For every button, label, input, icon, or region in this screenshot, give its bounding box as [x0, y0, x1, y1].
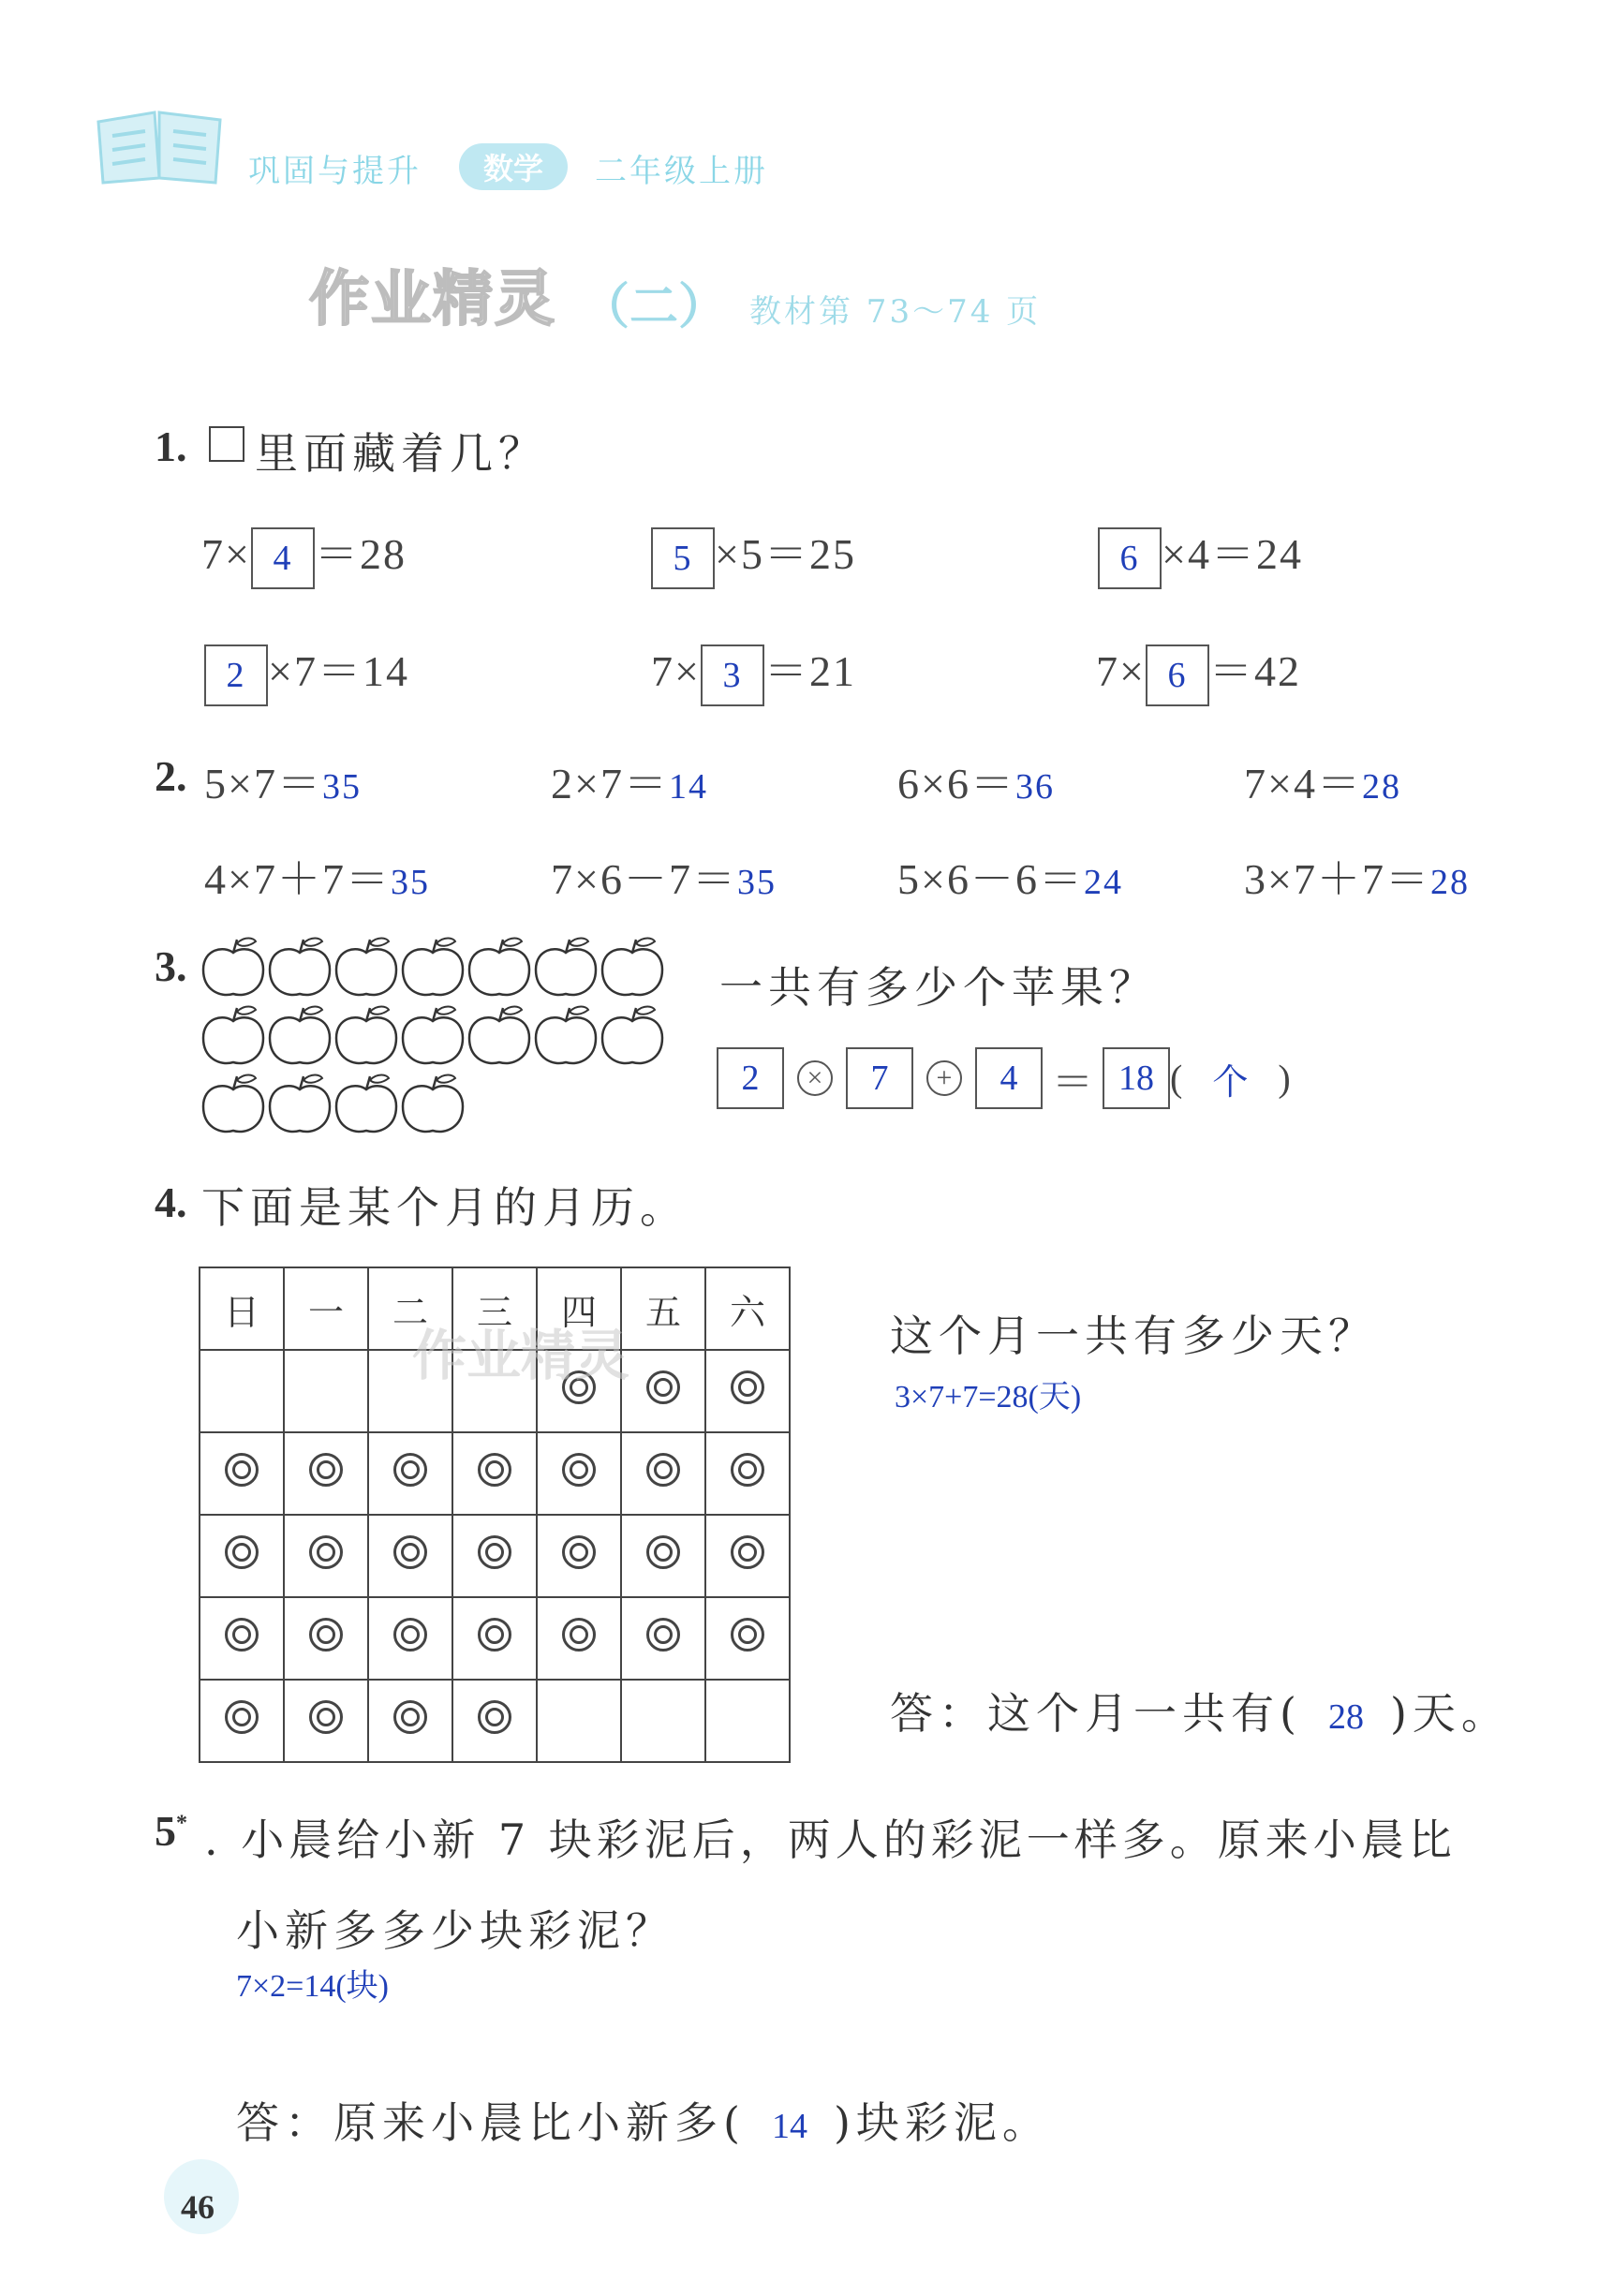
apple-icon	[203, 1075, 263, 1132]
q1-number: 1.	[155, 422, 187, 470]
calendar-week-row	[200, 1515, 790, 1597]
q2-item: 4×7＋7＝35	[204, 855, 430, 903]
q1-item: 2 ×7＝14	[204, 637, 409, 706]
day-marker-icon	[731, 1453, 764, 1487]
q5-number: 5*	[155, 1807, 187, 1855]
calendar-day-cell	[368, 1515, 452, 1597]
q1-item: 7× 3 ＝21	[651, 637, 856, 706]
calendar-day-cell	[452, 1680, 537, 1762]
q5-line1: . 小晨给小新 7 块彩泥后，两人的彩泥一样多。原来小晨比	[204, 1815, 1457, 1865]
q2-item: 6×6＝36	[897, 760, 1055, 807]
apple-icon	[270, 939, 330, 995]
q4-number: 4.	[155, 1178, 187, 1226]
weekday-label: 日	[200, 1267, 284, 1350]
apple-icon	[469, 1007, 529, 1063]
calendar-day-cell	[537, 1432, 621, 1515]
q2-item: 3×7＋7＝28	[1244, 855, 1470, 903]
day-marker-icon	[731, 1618, 764, 1652]
calendar-day-cell	[368, 1432, 452, 1515]
q5-answer: 答：原来小晨比小新多( 14 )块彩泥。	[236, 2097, 1051, 2148]
day-marker-icon	[646, 1370, 680, 1404]
apple-icon	[602, 1007, 662, 1063]
apple-icon	[536, 939, 596, 995]
apple-icon	[270, 1007, 330, 1063]
weekday-label: 五	[621, 1267, 705, 1350]
answer-box[interactable]: 3	[701, 644, 764, 706]
day-marker-icon	[562, 1618, 596, 1652]
calendar-day-cell	[621, 1432, 705, 1515]
apple-icon	[336, 939, 396, 995]
calendar-week-row	[200, 1597, 790, 1680]
day-marker-icon	[478, 1535, 511, 1569]
textbook-pages: 教材第 73～74 页	[749, 293, 1042, 331]
calendar-day-cell	[705, 1680, 790, 1762]
day-marker-icon	[562, 1535, 596, 1569]
calendar-day-cell	[621, 1515, 705, 1597]
operator-circle[interactable]: +	[926, 1060, 962, 1096]
weekday-label: 二	[368, 1267, 452, 1350]
day-marker-icon	[562, 1453, 596, 1487]
q1-item: 6 ×4＝24	[1098, 520, 1303, 589]
day-marker-icon	[309, 1453, 343, 1487]
answer: 35	[321, 767, 362, 807]
answer-box[interactable]: 7	[846, 1047, 913, 1109]
unit-answer: 个	[1212, 1062, 1249, 1103]
weekday-label: 六	[705, 1267, 790, 1350]
apple-group	[201, 932, 679, 1138]
calendar-day-cell	[621, 1350, 705, 1432]
day-marker-icon	[393, 1453, 427, 1487]
apple-icon	[203, 939, 263, 995]
day-marker-icon	[225, 1453, 259, 1487]
calendar-day-cell	[368, 1680, 452, 1762]
q3-number: 3.	[155, 942, 187, 990]
calendar-day-cell	[452, 1515, 537, 1597]
q1-item: 7× 6 ＝42	[1096, 637, 1301, 706]
calendar-day-cell	[200, 1432, 284, 1515]
calendar-day-cell	[705, 1432, 790, 1515]
header-series: 巩固与提升	[248, 153, 422, 190]
calendar-day-cell	[537, 1597, 621, 1680]
calendar-day-cell	[200, 1350, 284, 1432]
day-marker-icon	[731, 1535, 764, 1569]
q4-prompt: 下面是某个月的月历。	[201, 1182, 688, 1233]
calendar-day-cell	[200, 1515, 284, 1597]
weekday-label: 四	[537, 1267, 621, 1350]
day-marker-icon	[309, 1618, 343, 1652]
calendar-day-cell	[705, 1597, 790, 1680]
calendar-day-cell	[200, 1680, 284, 1762]
day-marker-icon	[646, 1453, 680, 1487]
page-title: 作业精灵	[309, 265, 556, 334]
q4-question: 这个月一共有多少天？	[890, 1311, 1377, 1361]
answer-box[interactable]: 4	[975, 1047, 1043, 1109]
calendar-day-cell	[452, 1597, 537, 1680]
calendar-week-row	[200, 1680, 790, 1762]
day-marker-icon	[225, 1700, 259, 1734]
calendar-day-cell	[537, 1680, 621, 1762]
page-number: 46	[181, 2188, 215, 2226]
q1-item: 5 ×5＝25	[651, 520, 856, 589]
calendar-day-cell	[200, 1597, 284, 1680]
calendar-day-cell	[621, 1597, 705, 1680]
q4-work: 3×7+7=28(天)	[895, 1380, 1082, 1415]
calendar-week-row	[200, 1432, 790, 1515]
apple-icon	[536, 1007, 596, 1063]
calendar-day-cell	[368, 1597, 452, 1680]
apple-icon	[602, 939, 662, 995]
calendar-day-cell	[621, 1680, 705, 1762]
day-marker-icon	[478, 1453, 511, 1487]
answer: 36	[1014, 767, 1055, 807]
q2-item: 5×6－6＝24	[897, 855, 1123, 903]
apple-icon	[403, 1007, 463, 1063]
apple-icon	[403, 939, 463, 995]
q1-prompt: 里面藏着几？	[255, 428, 547, 479]
calendar-day-cell	[705, 1515, 790, 1597]
day-marker-icon	[393, 1535, 427, 1569]
apple-icon	[469, 939, 529, 995]
apple-icon	[403, 1075, 463, 1132]
calendar-day-cell	[284, 1515, 368, 1597]
operator-circle[interactable]: ×	[797, 1060, 833, 1096]
q1-empty-square	[209, 426, 244, 462]
calendar-day-cell	[705, 1350, 790, 1432]
header-subject: 数学	[459, 143, 568, 190]
q4-answer: 答：这个月一共有( 28 )天。	[890, 1688, 1510, 1739]
q3-question: 一共有多少个苹果？	[719, 962, 1158, 1013]
weekday-label: 一	[284, 1267, 368, 1350]
day-marker-icon	[393, 1618, 427, 1652]
day-marker-icon	[225, 1535, 259, 1569]
q3-equation: 2 × 7 + 4 ＝ 18 ( 个 )	[717, 1047, 1291, 1109]
answer-box[interactable]: 18	[1103, 1047, 1170, 1109]
answer: 35	[390, 863, 430, 902]
calendar-day-cell	[537, 1515, 621, 1597]
answer: 24	[1083, 863, 1123, 902]
q2-item: 2×7＝14	[551, 760, 708, 807]
day-marker-icon	[393, 1700, 427, 1734]
header-grade: 二年级上册	[595, 153, 768, 190]
day-marker-icon	[478, 1618, 511, 1652]
apple-icon	[336, 1075, 396, 1132]
day-marker-icon	[478, 1700, 511, 1734]
q2-item: 7×4＝28	[1244, 760, 1401, 807]
q2-number: 2.	[155, 752, 187, 800]
day-marker-icon	[646, 1535, 680, 1569]
day-marker-icon	[646, 1618, 680, 1652]
apple-icon	[336, 1007, 396, 1063]
q1-item: 7× 4 ＝28	[201, 520, 407, 589]
answer: 14	[771, 2107, 807, 2146]
calendar-day-cell	[284, 1432, 368, 1515]
day-marker-icon	[731, 1370, 764, 1404]
answer: 28	[1327, 1697, 1364, 1737]
section-label: （二）	[581, 279, 728, 335]
apple-icon	[203, 1007, 263, 1063]
answer-box[interactable]: 5	[651, 527, 715, 589]
calendar-day-cell	[284, 1680, 368, 1762]
day-marker-icon	[309, 1700, 343, 1734]
q2-item: 7×6－7＝35	[551, 855, 777, 903]
answer: 14	[668, 767, 708, 807]
answer-box[interactable]: 4	[251, 527, 315, 589]
calendar-day-cell	[284, 1350, 368, 1432]
day-marker-icon	[225, 1618, 259, 1652]
watermark: 作业精灵	[412, 1324, 630, 1387]
apple-icon	[270, 1075, 330, 1132]
answer-box[interactable]: 2	[717, 1047, 784, 1109]
answer-box[interactable]: 6	[1098, 527, 1162, 589]
answer: 28	[1429, 863, 1470, 902]
answer-box[interactable]: 6	[1146, 644, 1209, 706]
q2-item: 5×7＝35	[204, 760, 362, 807]
header-logo-icon	[89, 103, 229, 187]
answer-box[interactable]: 2	[204, 644, 268, 706]
day-marker-icon	[309, 1535, 343, 1569]
calendar-day-cell	[284, 1597, 368, 1680]
answer: 35	[736, 863, 777, 902]
answer: 28	[1361, 767, 1401, 807]
weekday-label: 三	[452, 1267, 537, 1350]
calendar-day-cell	[452, 1432, 537, 1515]
q5-work: 7×2=14(块)	[236, 1969, 389, 2004]
q5-line2: 小新多多少块彩泥？	[236, 1905, 674, 1956]
